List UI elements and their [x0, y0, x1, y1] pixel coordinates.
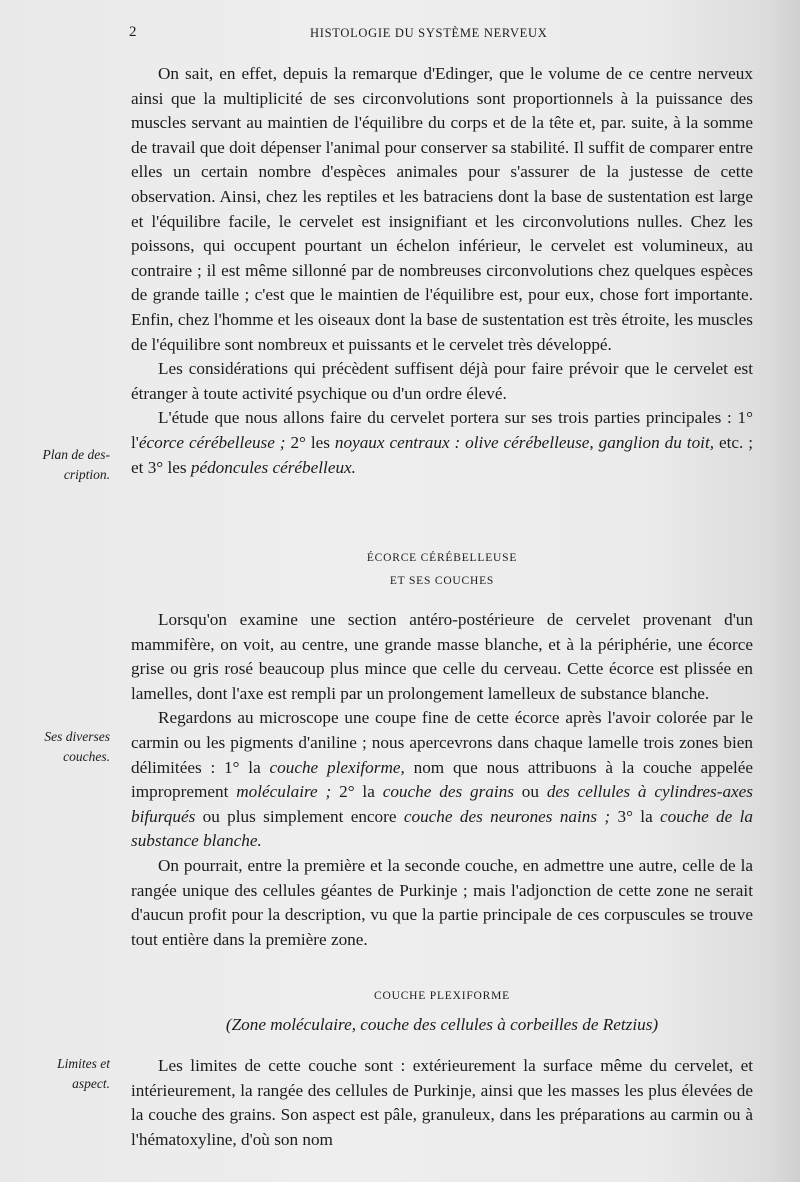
paragraph-edinger: On sait, en effet, depuis la remarque d'Edinger, que le volume de ce centre nerveux ainsi que la multiplicité de ses circonvolutions sont proportionnels à la puissance des muscles servant au maintien de l'équilibre du corps et de la tête et, par. suite, à la somme de travail que doit dépenser l'animal pour conserver sa stabilité. Il suffit de comparer entre elles un certain nombre d'espèces animales pour s'assurer de la justesse de cette observation. Ainsi, chez les reptiles et les batraciens dont la base de sustentation est large et l'équilibre facile, le cervelet est insignifiant et les circonvolutions nulles. Chez les poissons, qui occupent pourtant un échelon inférieur, le cervelet est volumineux, au contraire ; il est même sillonné par de nombreuses circonvolutions chez quelques espèces de grande taille ; c'est que le maintien de l'équilibre est, pour eux, chose fort importante. Enfin, chez l'homme et les oiseaux dont la base de sustentation est très étroite, les muscles de l'équilibre sont nombreux et puissants et le cervelet très développé.: [131, 64, 753, 354]
margin-note-couches: Ses diverses couches.: [44, 729, 110, 764]
paragraph-microscope: Regardons au microscope une coupe fine de cette écorce après l'avoir colorée par le carmin ou les pigments d'aniline ; nous apercevrons dans chaque lamelle trois zones bien délimitées : 1° la couche plexiforme, nom que nous attribuons à la couche appelée improprement moléculaire ; 2° la couche des grains ou des cellules à cylindres-axes bifurqués ou plus simplement encore couche des neurones nains ; 3° la couche de la substance blanche.: [131, 708, 754, 851]
running-title: HISTOLOGIE DU SYSTÈME NERVEUX: [310, 26, 548, 40]
page-number: 2: [129, 24, 137, 40]
section-heading-ecorce: ÉCORCE CÉRÉBELLEUSE: [366, 552, 518, 564]
running-head: [0, 24, 800, 44]
paragraph-plan: L'étude que nous allons faire du cervelet portera sur ses trois parties principales : 1° l'écorce cérébelleuse ; 2° les noyaux centraux : olive cérébelleuse, ganglion du toit, etc. ; et 3° les pédoncules cérébelleux.: [131, 408, 754, 477]
section-heading-ecorce-2: ET SES COUCHES: [389, 575, 495, 587]
section-subheading-plexiforme: (Zone moléculaire, couche des cellules à corbeilles de Retzius): [225, 1015, 659, 1034]
margin-note-limites: Limites et aspect.: [57, 1056, 110, 1091]
ecorce-block: [131, 608, 753, 952]
plexiforme-block: [131, 1054, 753, 1152]
section-heading-plexiforme: COUCHE PLEXIFORME: [374, 990, 510, 1002]
margin-note-plan: Plan de des- cription.: [42, 447, 110, 482]
paragraph-section: Lorsqu'on examine une section antéro-postérieure de cervelet provenant d'un mammifère, on voit, au centre, une grande masse blanche, et à la périphérie, une écorce grise ou gris rosé beaucoup plus mince que celle du cerveau. Cette écorce est plissée en lamelles, dont l'axe est rempli par un prolongement lamelleux de substance blanche.: [131, 610, 753, 703]
paragraph-limites: Les limites de cette couche sont : extérieurement la surface même du cervelet, et intérieurement, la rangée des cellules de Purkinje, ainsi que les masses les plus élevées de la couche des grains. Son aspect est pâle, granuleux, dans les préparations au carmin ou à l'hématoxyline, d'où son nom: [131, 1056, 753, 1149]
paragraph-considerations: Les considérations qui précèdent suffisent déjà pour faire prévoir que le cervelet est étranger à toute activité psychique ou d'un ordre élevé.: [131, 359, 753, 403]
intro-block: [131, 62, 753, 480]
paragraph-purkinje: On pourrait, entre la première et la seconde couche, en admettre une autre, celle de la rangée unique des cellules géantes de Purkinje ; mais l'adjonction de cette zone ne serait d'aucun profit pour la description, vu que la partie principale de ces corpuscules se trouve tout entière dans la première zone.: [131, 855, 753, 949]
